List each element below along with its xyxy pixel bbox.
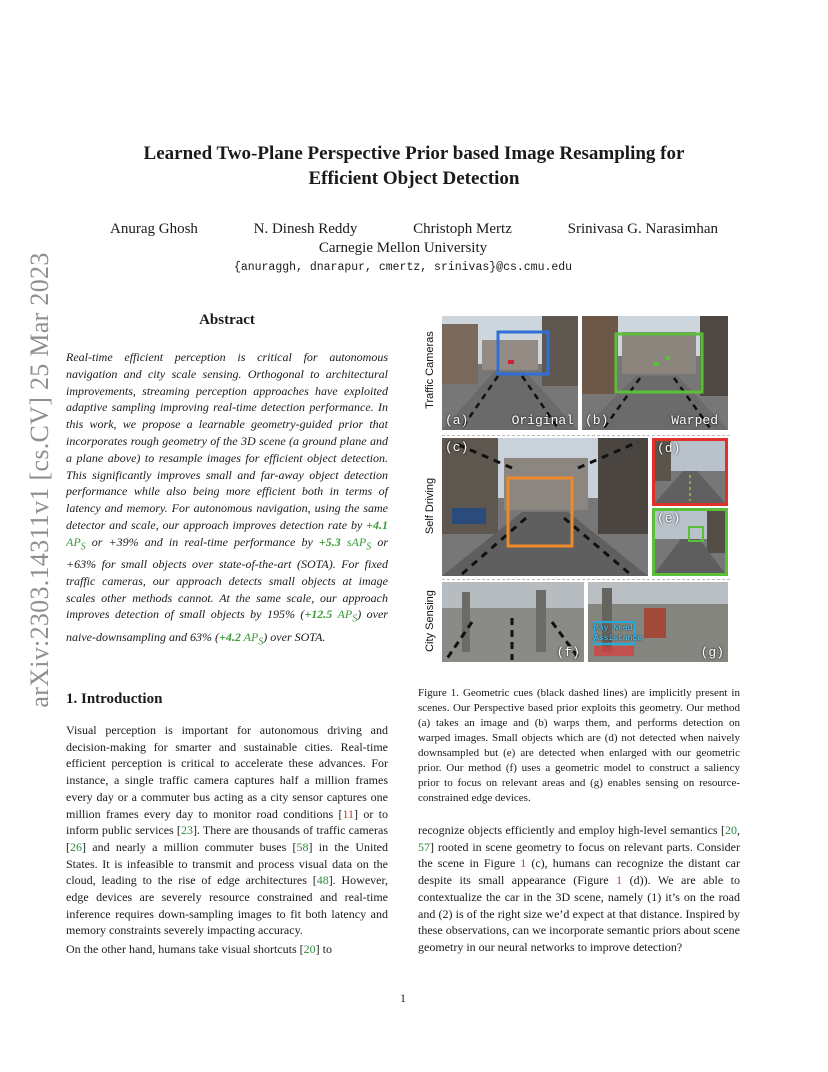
abstract-heading: Abstract	[199, 312, 255, 328]
figure-ref-link[interactable]: 1	[520, 856, 527, 871]
row-label-traffic: Traffic Cameras	[424, 331, 437, 409]
panel-e-enlarged	[652, 508, 728, 576]
author: Srinivasa G. Narasimhan	[567, 221, 718, 237]
panel-label: (d)	[657, 441, 681, 456]
panel-f-city-sensing	[442, 582, 584, 662]
figure-caption: Figure 1. Geometric cues (black dashed lines) are implicitly present in scenes. Our Perspective based prior exploits this geometry. Our method (a) takes an image and (b) warps them, and performs detection on warped images. Small objects which are (d) not detected when naively downsampled but (e) are detected when enlarged with our geometric prior. Our method (f) uses a geometric model to construct a saliency prior to focus on relevant areas and (g) enables sensing on resource-constrained edge devices.	[418, 687, 740, 804]
panel-label: (g)	[700, 645, 724, 660]
citation-link[interactable]: 23	[180, 823, 193, 838]
citation-link[interactable]: 57	[418, 839, 430, 854]
author: N. Dinesh Reddy	[253, 221, 358, 237]
page-number: 1	[400, 991, 406, 1005]
metric-value: +12.5	[304, 607, 333, 622]
abstract-text: ) over SOTA.	[263, 629, 326, 644]
panel-label: (b)	[585, 413, 609, 428]
metric-name: $AP_S$	[243, 629, 264, 647]
citation-link[interactable]: 11	[342, 806, 355, 821]
row-label-city: City Sensing	[424, 590, 437, 652]
divider	[442, 435, 730, 436]
intro-body-continued: recognize objects efficiently and employ high-level semantics [20, 57] rooted in scene geometry to focus on relevant parts. Consider the scene in Figure 1 (c), humans can recognize the distant car despite its small appearance (Figure 1 (d)). We are able to contextualize the car in the 3D scene, namely (1) it’s on the road and (2) is of the right size we’d expect at that distance. Inspired by these observations, can we incorporate semantic priors about scene geometry in our neural networks to improve detection?	[418, 823, 741, 954]
street-scene-c	[442, 438, 648, 576]
metric-value: +5.3	[318, 534, 341, 549]
metric-name: $AP_S$	[66, 534, 86, 553]
abstract-text: Real-time efficient perception is critical for autonomous navigation and city scale sensing. Orthogonal to architectural improvements, streaming perception approaches have exploited adaptive sampling improving real-time detection performance. In this work, we propose a learnable geometry-guided prior that incorporates rough geometry of the 3D scene (a ground plane and a plane above) to resample images for efficient object detection. This significantly improves small and far-away object detection performance while also being more efficient both in terms of latency and memory. For autonomous navigation, using the same detector and scale, our approach improves detection rate by	[66, 350, 388, 532]
overlay-text: May Need	[594, 624, 633, 633]
intro-body	[66, 722, 388, 960]
abstract-text: or +63% for small objects over state-of-the-art (SOTA). For fixed traffic cameras, our approach detects small objects at image scales other methods cannot. At the same scale, our approach improves detection of small objects by 195% (	[66, 534, 389, 622]
overlay-text: Assistance	[594, 634, 643, 643]
figure-ref-link[interactable]: 1	[616, 873, 623, 888]
metric-name: sAP$_S$	[346, 534, 372, 553]
arxiv-stamp	[20, 200, 60, 760]
panel-b-warped	[582, 316, 728, 430]
panel-d-downsampled	[652, 438, 728, 506]
panel-label: (e)	[657, 511, 681, 526]
citation-link[interactable]: 26	[70, 839, 82, 854]
title-line-2: Efficient Object Detection	[308, 168, 520, 189]
citation-link[interactable]: 20	[303, 942, 316, 957]
panel-caption: Warped	[671, 413, 718, 428]
author-list	[90, 219, 738, 239]
row-label-driving: Self Driving	[424, 477, 436, 535]
section-heading: 1. Introduction	[66, 691, 163, 707]
citation-link[interactable]: 58	[296, 839, 309, 854]
abstract-text: or +39% and in real-time performance by	[85, 534, 319, 549]
panel-label: (a)	[445, 413, 469, 428]
paper-title	[80, 141, 748, 191]
metric-value: +4.2	[218, 629, 241, 644]
paragraph: Visual perception is important for autonomous driving and decision-making for smarter and sustainable cities. Real-time efficient perception is critical to accelerate these advances. For instance, a single traffic camera captures half a million frames every day or a commuter bus acting as a city sensor captures one million frames every day to monitor road conditions [11] or to inform public services [23]. There are thousands of traffic cameras [26] and nearly a million commuter buses [58] in the United States. It is infeasible to transmit and process visual data on the cloud, leading to the rise of edge architectures [48]. However, edge devices are severely resource constrained and real-time inference requires down-sampling images to fit both latency and memory constraints severely impacting accuracy.	[66, 723, 388, 938]
title-line-1: Learned Two-Plane Perspective Prior based Image Resampling for	[143, 143, 685, 164]
panel-label: (c)	[445, 440, 469, 455]
divider	[442, 579, 730, 580]
citation-link[interactable]: 48	[316, 873, 329, 888]
panel-caption: Original	[511, 413, 574, 428]
panel-label: (f)	[556, 645, 580, 660]
author: Christoph Mertz	[413, 221, 512, 237]
panel-c-self-driving	[442, 438, 648, 576]
citation-link[interactable]: 20	[725, 823, 737, 837]
panel-a-original	[442, 316, 578, 430]
affiliation: Carnegie Mellon University	[318, 240, 488, 256]
abstract-text: ) over naive-downsampling and 63% (	[66, 607, 388, 644]
metric-value: +4.1	[366, 517, 388, 532]
figure-1	[420, 314, 760, 662]
arxiv-id: arXiv:2303.14311v1 [cs.CV] 25 Mar 2023	[25, 252, 54, 708]
paragraph: On the other hand, humans take visual shortcuts [20] to	[66, 942, 332, 957]
abstract-body	[66, 349, 388, 651]
panel-g-edge-device	[588, 582, 728, 662]
metric-name: $AP_S$	[337, 607, 358, 625]
author-emails: {anuraggh, dnarapur, cmertz, srinivas}@cs.cmu.edu	[233, 261, 573, 274]
author: Anurag Ghosh	[110, 221, 198, 237]
